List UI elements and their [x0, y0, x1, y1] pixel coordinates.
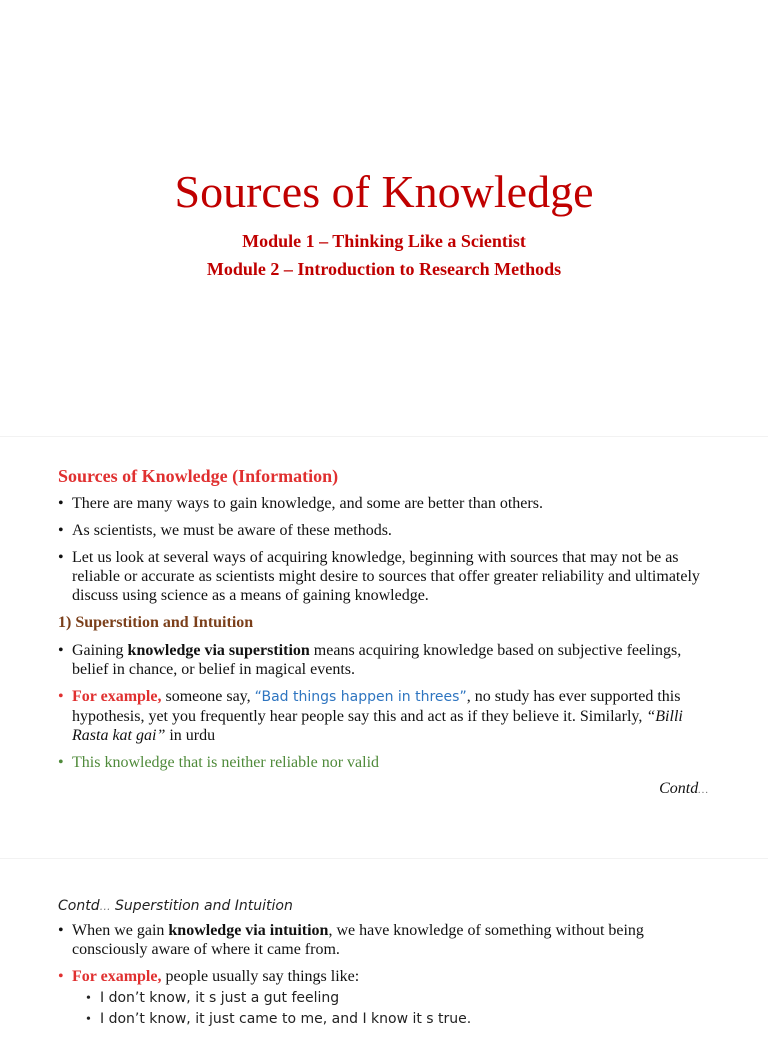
- slide-heading: Contd… Superstition and Intuition: [58, 898, 293, 914]
- bullet-item: • Let us look at several ways of acquiring knowledge, beginning with sources that may not be as reliable or accurate as scientists might desire to sources that offer greater reliability and ultimately discuss using science as a means of gaining knowledge.: [58, 548, 718, 605]
- sources-slide: [0, 437, 768, 857]
- reliability-note: • This knowledge that is neither reliable nor valid: [58, 753, 718, 772]
- example-quote: “Bad things happen in threes”: [254, 689, 467, 705]
- superstition-bullet-list: [58, 641, 718, 780]
- example-bullet: • For example, someone say, “Bad things happen in threes”, no study has ever supported this hypothesis, yet you frequently hear people say this and act as if they believe it. Similarly, “Billi Rasta kat gai” in urdu: [58, 687, 718, 745]
- section-title: 1) Superstition and Intuition: [58, 614, 254, 631]
- sub-bullet-item: • I don’t know, it s just a gut feeling: [86, 988, 718, 1009]
- bullet-item: • There are many ways to gain knowledge, and some are better than others.: [58, 494, 718, 513]
- urdu-phrase: “Billi Rasta kat gai”: [72, 708, 683, 744]
- title-slide: [0, 0, 768, 435]
- intuition-slide: [0, 859, 768, 1027]
- module-1-subtitle: Module 1 – Thinking Like a Scientist: [242, 231, 526, 251]
- example-bullet: • For example, people usually say things like: • I don’t know, it s just a gut feeling • I don’t know, it just came to me, and I know it s true.: [58, 967, 718, 1030]
- contd-label: Contd…: [659, 780, 708, 797]
- slide-heading: Sources of Knowledge (Information): [58, 466, 339, 486]
- intuition-bullet-list: [58, 921, 718, 1038]
- slide-title: Sources of Knowledge: [174, 166, 594, 217]
- module-2-subtitle: Module 2 – Introduction to Research Methods: [206, 259, 562, 279]
- bullet-item: • As scientists, we must be aware of these methods.: [58, 521, 718, 540]
- sub-bullet-item: • I don’t know, it just came to me, and I know it s true.: [86, 1009, 718, 1030]
- intro-bullet-list: [58, 494, 718, 613]
- bullet-item: • Gaining knowledge via superstition means acquiring knowledge based on subjective feelings, belief in chance, or belief in magical events.: [58, 641, 718, 679]
- bullet-item: • When we gain knowledge via intuition, we have knowledge of something without being consciously aware of where it came from.: [58, 921, 718, 959]
